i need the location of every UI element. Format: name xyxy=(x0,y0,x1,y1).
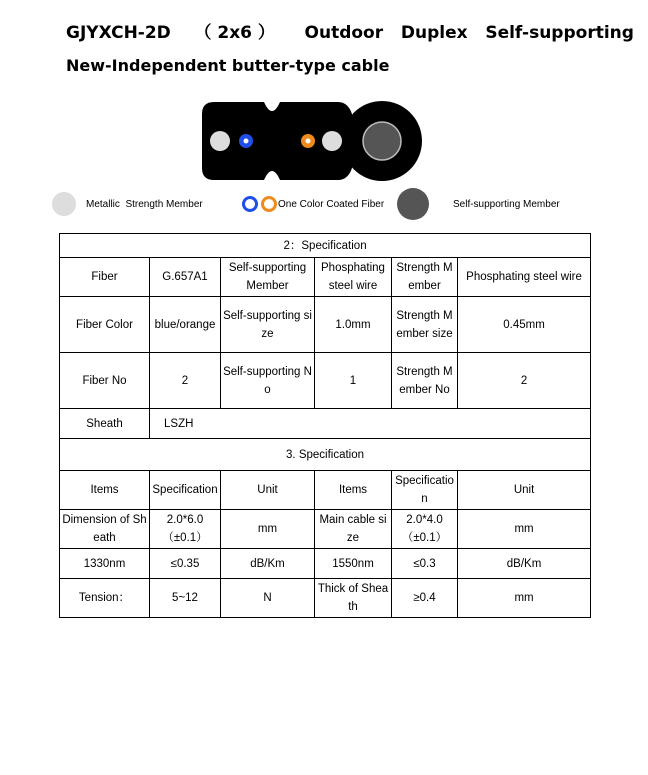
table-row-sheath xyxy=(60,409,591,439)
sheath-label: Sheath xyxy=(60,409,150,439)
table-cell: 1.0mm xyxy=(315,297,392,353)
table-cell: Strength Member xyxy=(392,258,458,297)
table-cell: Fiber Color xyxy=(60,297,150,353)
table-row xyxy=(60,549,591,579)
table-cell: mm xyxy=(458,510,591,549)
table-header-row xyxy=(60,471,591,510)
legend xyxy=(52,188,592,220)
table-cell: Self-supporting Member xyxy=(221,258,315,297)
table-row xyxy=(60,353,591,409)
table-cell: dB/Km xyxy=(221,549,315,579)
cable-cross-section-diagram xyxy=(200,98,426,184)
specification-table xyxy=(59,233,591,618)
legend-item-metallic xyxy=(52,188,203,220)
table-cell: Self-supporting size xyxy=(221,297,315,353)
blue-fiber-swatch-icon xyxy=(242,196,258,212)
table-cell: Tension： xyxy=(60,579,150,618)
table-cell: Main cable size xyxy=(315,510,392,549)
table-cell: blue/orange xyxy=(150,297,221,353)
metallic-strength-member xyxy=(210,131,230,151)
table-cell: mm xyxy=(221,510,315,549)
table-cell: Fiber No xyxy=(60,353,150,409)
table-cell: Phosphating steel wire xyxy=(315,258,392,297)
section2-title: 2：Specification xyxy=(60,234,591,258)
table-cell: 2.0*4.0 （±0.1） xyxy=(392,510,458,549)
section-title-row xyxy=(60,439,591,471)
column-header: Unit xyxy=(221,471,315,510)
self-supporting-member xyxy=(363,122,401,160)
column-header: Unit xyxy=(458,471,591,510)
column-header: Specification xyxy=(392,471,458,510)
column-header: Items xyxy=(315,471,392,510)
table-cell: 2 xyxy=(458,353,591,409)
section3-title: 3. Specification xyxy=(60,439,591,471)
column-header: Items xyxy=(60,471,150,510)
table-cell: 1550nm xyxy=(315,549,392,579)
document-title: GJYXCH-2D （ 2x6 ） Outdoor Duplex Self-supporting xyxy=(66,23,634,43)
table-cell: G.657A1 xyxy=(150,258,221,297)
legend-label: Metallic Strength Member xyxy=(86,198,203,210)
table-cell: 2.0*6.0 （±0.1） xyxy=(150,510,221,549)
table-cell: ≤0.3 xyxy=(392,549,458,579)
table-cell: 2 xyxy=(150,353,221,409)
metallic-swatch-icon xyxy=(52,192,76,216)
document-subtitle: New-Independent butter-type cable xyxy=(66,56,390,75)
legend-label: One Color Coated Fiber xyxy=(278,198,385,210)
sheath-value: LSZH xyxy=(150,409,591,439)
table-cell: Strength Member size xyxy=(392,297,458,353)
table-cell: mm xyxy=(458,579,591,618)
table-cell: N xyxy=(221,579,315,618)
table-cell: ≤0.35 xyxy=(150,549,221,579)
table-row xyxy=(60,579,591,618)
section-title-row xyxy=(60,234,591,258)
legend-label: Self-supporting Member xyxy=(453,198,560,210)
table-cell: dB/Km xyxy=(458,549,591,579)
table-row xyxy=(60,297,591,353)
table-cell: 1330nm xyxy=(60,549,150,579)
table-cell: 0.45mm xyxy=(458,297,591,353)
table-row xyxy=(60,258,591,297)
metallic-strength-member xyxy=(322,131,342,151)
orange-fiber-swatch-icon xyxy=(261,196,277,212)
legend-item-self-supporting xyxy=(397,188,560,220)
column-header: Specification xyxy=(150,471,221,510)
table-cell: Fiber xyxy=(60,258,150,297)
table-cell: ≥0.4 xyxy=(392,579,458,618)
table-cell: 5~12 xyxy=(150,579,221,618)
self-supporting-swatch-icon xyxy=(397,188,429,220)
table-cell: Self-supporting No xyxy=(221,353,315,409)
table-cell: Phosphating steel wire xyxy=(458,258,591,297)
table-cell: 1 xyxy=(315,353,392,409)
legend-item-fiber xyxy=(242,188,384,220)
table-cell: Dimension of Sheath xyxy=(60,510,150,549)
table-cell: Thick of Sheath xyxy=(315,579,392,618)
table-row xyxy=(60,510,591,549)
table-cell: Strength Member No xyxy=(392,353,458,409)
